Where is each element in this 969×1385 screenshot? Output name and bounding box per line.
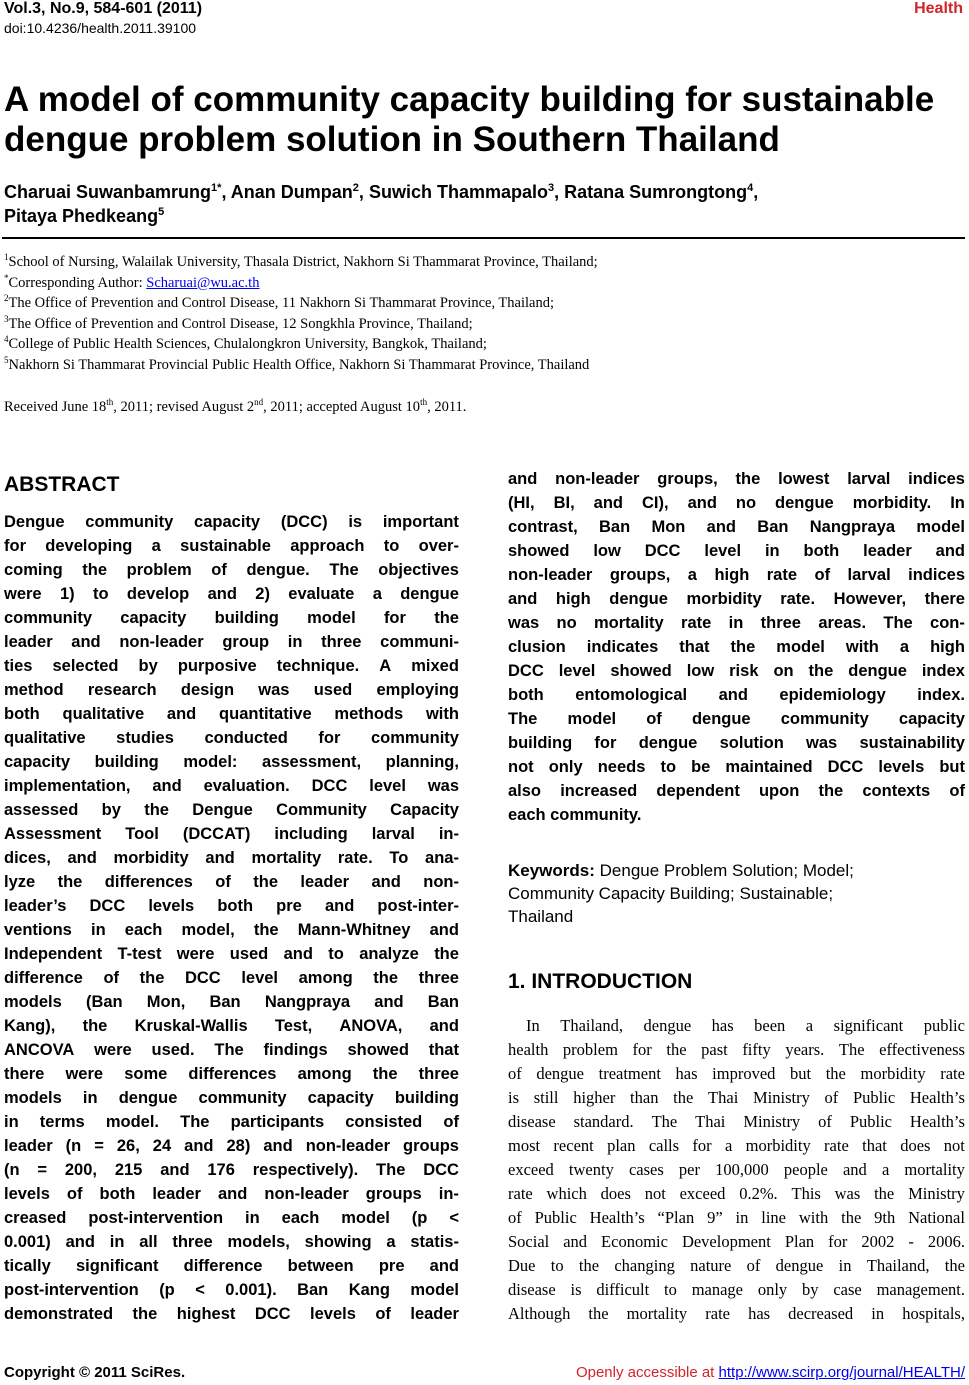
author-affil-mark: 4 bbox=[747, 182, 754, 194]
author-name: Suwich Thammapalo bbox=[368, 182, 548, 202]
text-line: lyze the differences of the leader and non- bbox=[4, 873, 459, 891]
affiliation-2 bbox=[4, 293, 598, 314]
text-line: showed low DCC level in both leader and bbox=[508, 542, 965, 560]
author-separator: , bbox=[753, 182, 759, 202]
author-name: Charuai Suwanbamrung bbox=[4, 182, 212, 202]
author-affil-mark: 1* bbox=[211, 182, 222, 194]
title-line: A model of community capacity building for sustainable bbox=[4, 80, 935, 119]
text-line: qualitative studies conducted for community bbox=[4, 729, 459, 747]
text-line: of Public Health’s “Plan 9” in line with the 9th National bbox=[508, 1208, 965, 1227]
received-text: , 2011; revised August 2 bbox=[113, 399, 255, 415]
text-line: is still higher than the Thai Ministry of Public Health’s bbox=[508, 1088, 965, 1107]
text-line: leader’s DCC levels both pre and post-inter- bbox=[4, 897, 459, 915]
keywords-line: Community Capacity Building; Sustainable; bbox=[508, 884, 834, 903]
affil-text: The Office of Prevention and Control Disease, 11 Nakhorn Si Thammarat Province, Thailand; bbox=[8, 295, 554, 311]
text-line: (HI, BI, and CI), and no dengue morbidity. In bbox=[508, 494, 965, 512]
text-line: DCC level showed low risk on the dengue index bbox=[508, 662, 965, 680]
text-line: post-intervention (p < 0.001). Ban Kang model bbox=[4, 1281, 459, 1299]
affil-text: Nakhorn Si Thammarat Provincial Public Health Office, Nakhorn Si Thammarat Province, Thailand bbox=[8, 356, 590, 373]
author-line bbox=[4, 180, 758, 204]
author-line bbox=[4, 204, 758, 228]
text-line: difference of the DCC level among the three bbox=[4, 969, 459, 987]
author-separator: , bbox=[221, 182, 231, 202]
open-access-note bbox=[576, 1364, 965, 1381]
text-line: exceed twenty cases per 100,000 people and a mortality bbox=[508, 1160, 965, 1179]
text-line: creased post-intervention in each model (p < bbox=[4, 1209, 459, 1227]
corresponding-email-link[interactable]: Scharuai@wu.ac.th bbox=[146, 274, 260, 291]
affil-text: School of Nursing, Walailak University, Thasala District, Nakhorn Si Thammarat Province, Thailand; bbox=[8, 254, 598, 270]
text-line: Kang), the Kruskal-Wallis Test, ANOVA, and bbox=[4, 1017, 459, 1035]
journal-name: Health bbox=[914, 0, 963, 17]
text-line: for developing a sustainable approach to over- bbox=[4, 537, 459, 555]
introduction-heading: 1. INTRODUCTION bbox=[508, 970, 693, 993]
author-list bbox=[4, 180, 758, 228]
abstract-right-column bbox=[508, 467, 965, 827]
keywords-text: Dengue Problem Solution; Model; bbox=[599, 861, 854, 880]
text-line: each community. bbox=[508, 806, 642, 824]
affil-mark: 2 bbox=[4, 293, 9, 303]
text-line: of dengue treatment has improved but the morbidity rate bbox=[508, 1064, 965, 1083]
received-text: Received June 18 bbox=[4, 399, 107, 415]
text-line: and high dengue morbidity rate. However, there bbox=[508, 590, 965, 608]
corresponding-label: Corresponding Author: bbox=[8, 274, 147, 291]
open-access-text: Openly accessible at bbox=[575, 1364, 719, 1381]
text-line: models in dengue community capacity building bbox=[4, 1089, 459, 1107]
text-line: Assessment Tool (DCCAT) including larval in- bbox=[4, 825, 459, 843]
text-line: disease standard. The Thai Ministry of Public Health’s bbox=[508, 1112, 965, 1131]
abstract-heading: ABSTRACT bbox=[4, 473, 120, 496]
text-line: not only needs to be maintained DCC levels but bbox=[508, 758, 965, 776]
text-line: Independent T-test were used and to analyze the bbox=[4, 945, 459, 963]
text-line: building for dengue solution was sustainability bbox=[508, 734, 965, 752]
text-line: implementation, and evaluation. DCC level was bbox=[4, 777, 459, 795]
text-line: ANCOVA were used. The findings showed that bbox=[4, 1041, 459, 1059]
text-line: dices, and morbidity and mortality rate. To ana- bbox=[4, 849, 459, 867]
text-line: and non-leader groups, the lowest larval indices bbox=[508, 470, 965, 488]
text-line: were 1) to develop and 2) evaluate a dengue bbox=[4, 585, 459, 603]
text-line: rate which does not exceed 0.2%. This was the Ministry bbox=[508, 1184, 965, 1203]
text-line: leader (n = 26, 24 and 28) and non-leader groups bbox=[4, 1137, 459, 1155]
text-line: non-leader groups, a high rate of larval indices bbox=[508, 566, 965, 584]
ordinal-suffix: th bbox=[420, 397, 428, 407]
received-dates bbox=[4, 399, 466, 416]
corresponding-author bbox=[4, 273, 598, 294]
affiliation-5 bbox=[4, 355, 598, 376]
affiliation-4 bbox=[4, 334, 598, 355]
text-line: In Thailand, dengue has been a significant public bbox=[526, 1016, 965, 1035]
keywords-label: Keywords: bbox=[508, 861, 595, 880]
ordinal-suffix: nd bbox=[254, 397, 264, 407]
text-line: clusion indicates that the model with a high bbox=[508, 638, 965, 656]
text-line: also increased dependent upon the contexts of bbox=[508, 782, 965, 800]
text-line: community capacity building model for the bbox=[4, 609, 459, 627]
text-line: The model of dengue community capacity bbox=[508, 710, 965, 728]
introduction-body bbox=[508, 1014, 965, 1326]
text-line: ties selected by purposive technique. A mixed bbox=[4, 657, 459, 675]
text-line: 0.001) and in all three models, showing a statis- bbox=[4, 1233, 459, 1251]
text-line: levels of both leader and non-leader groups in- bbox=[4, 1185, 459, 1203]
text-line: both entomological and epidemiology index. bbox=[508, 686, 965, 704]
keywords-line bbox=[508, 859, 965, 882]
doi: doi:10.4236/health.2011.39100 bbox=[4, 20, 197, 36]
text-line: ventions in each model, the Mann-Whitney and bbox=[4, 921, 459, 939]
journal-url-link[interactable]: http://www.scirp.org/journal/HEALTH/ bbox=[718, 1364, 965, 1381]
author-separator: , bbox=[554, 182, 565, 202]
text-line: most recent plan calls for a morbidity rate that does not bbox=[508, 1136, 965, 1155]
text-line: Although the mortality rate has decreased in hospitals, bbox=[508, 1304, 965, 1323]
header-divider bbox=[2, 237, 965, 239]
text-line: Due to the changing nature of dengue in Thailand, the bbox=[508, 1256, 965, 1275]
text-line: health problem for the past fifty years. The effectiveness bbox=[508, 1040, 965, 1059]
text-line: in terms model. The participants consisted of bbox=[4, 1113, 459, 1131]
affil-mark: 5 bbox=[4, 354, 9, 365]
author-name: Pitaya Phedkeang bbox=[4, 206, 159, 226]
keywords-line: Thailand bbox=[508, 907, 574, 926]
text-line: both qualitative and quantitative methods with bbox=[4, 705, 459, 723]
affil-text: The Office of Prevention and Control Disease, 12 Songkhla Province, Thailand; bbox=[8, 315, 473, 332]
text-line: Dengue community capacity (DCC) is important bbox=[4, 513, 459, 531]
text-line: (n = 200, 215 and 176 respectively). The DCC bbox=[4, 1161, 459, 1179]
text-line: Social and Economic Development Plan for 2002 - 2006. bbox=[508, 1232, 965, 1251]
text-line: method research design was used employing bbox=[4, 681, 459, 699]
author-affil-mark: 5 bbox=[158, 206, 165, 218]
text-line: leader and non-leader group in three communi- bbox=[4, 633, 459, 651]
text-line: tically significant difference between pre and bbox=[4, 1257, 459, 1275]
received-text: , 2011. bbox=[427, 399, 467, 415]
text-line: models (Ban Mon, Ban Nangpraya and Ban bbox=[4, 993, 459, 1011]
ordinal-suffix: th bbox=[106, 397, 114, 407]
title-line: dengue problem solution in Southern Thailand bbox=[4, 120, 780, 159]
author-affil-mark: 3 bbox=[547, 182, 555, 194]
affiliations bbox=[4, 252, 598, 375]
author-name: Anan Dumpan bbox=[230, 182, 353, 202]
affil-mark: 3 bbox=[4, 313, 9, 324]
volume-info: Vol.3, No.9, 584-601 (2011) bbox=[4, 0, 203, 17]
text-line: coming the problem of dengue. The objectives bbox=[4, 561, 459, 579]
affil-mark: 4 bbox=[4, 334, 9, 344]
affil-text: College of Public Health Sciences, Chulalongkron University, Bangkok, Thailand; bbox=[8, 336, 487, 352]
paper-title bbox=[4, 80, 964, 160]
affiliation-1 bbox=[4, 252, 598, 273]
author-separator: , bbox=[358, 182, 369, 202]
text-line: contrast, Ban Mon and Ban Nangpraya model bbox=[508, 518, 965, 536]
author-affil-mark: 2 bbox=[352, 182, 359, 194]
text-line: was no mortality rate in three areas. The con- bbox=[508, 614, 965, 632]
keywords bbox=[508, 859, 965, 928]
abstract-left-column bbox=[4, 510, 459, 1326]
text-line: there were some differences among the three bbox=[4, 1065, 459, 1083]
text-line: capacity building model: assessment, planning, bbox=[4, 753, 459, 771]
affiliation-3 bbox=[4, 314, 598, 335]
text-line: assessed by the Dengue Community Capacity bbox=[4, 801, 459, 819]
affil-mark: 1 bbox=[4, 252, 9, 262]
text-line: demonstrated the highest DCC levels of leader bbox=[4, 1305, 459, 1323]
affil-mark: * bbox=[4, 272, 9, 283]
copyright: Copyright © 2011 SciRes. bbox=[4, 1364, 186, 1381]
received-text: , 2011; accepted August 10 bbox=[263, 399, 421, 415]
text-line: disease is difficult to manage only by case management. bbox=[508, 1280, 965, 1299]
author-name: Ratana Sumrongtong bbox=[564, 182, 748, 202]
